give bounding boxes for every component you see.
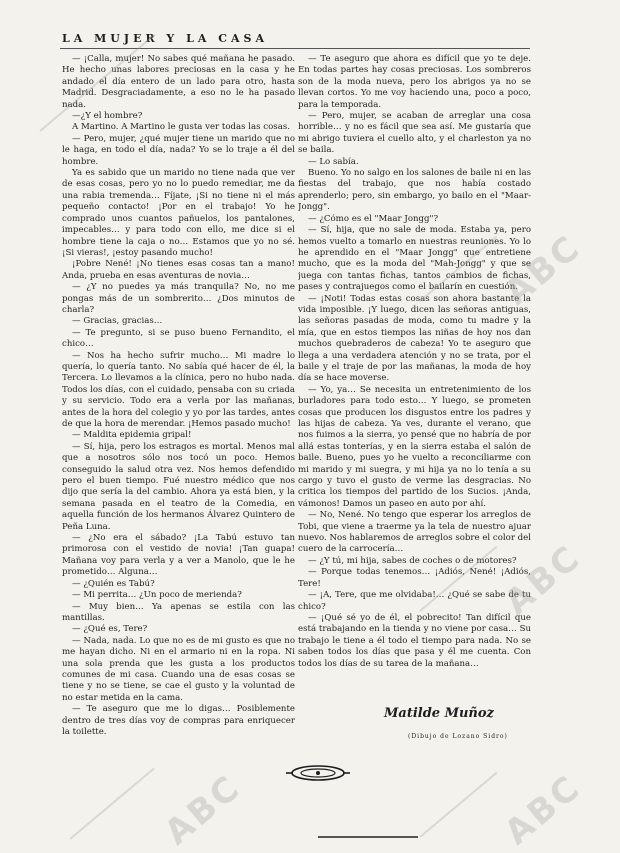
paragraph: — Te aseguro que ahora es difícil que yo te deje. En todas partes hay cosas preciosas. Los sombreros son de la moda nueva, pero los abrigos ya no se llevan cortos. Yo me voy haciendo una, poco a poco, para la temporada.	[298, 54, 531, 110]
paragraph: — Sí, hija, que no sale de moda. Estaba ya, pero hemos vuelto a tomarlo en nuestras reuniones. Yo lo he aprendido en el "Maar Jongg" que entretiene mucho, que es la moda del "Mah-Jongg" y que se juega con tantas fichas, tantos cambios de fichas, pases y contrajuegos como el bailarín en cuestión.	[298, 225, 531, 293]
paragraph: — ¿Y no puedes ya más tranquila? No, no me pongas más de un sombrerito… ¿Dos minutos de charla?	[62, 282, 295, 315]
paragraph: ¡Pobre Nené! ¡No tienes esas cosas tan a mano! Anda, prueba en esas aventuras de novia…	[62, 259, 295, 281]
paragraph: — ¿Quién es Tabú?	[72, 578, 155, 589]
paragraph: — Maldita epidemia gripal!	[72, 430, 192, 441]
paragraph: — ¿Qué es, Tere?	[72, 624, 148, 635]
paragraph: — ¡A, Tere, que me olvidaba!… ¿Qué se sabe de tu chico?	[298, 590, 531, 612]
watermark-abc: ABC	[157, 766, 249, 853]
watermark-abc: ABC	[497, 536, 589, 624]
paragraph: — ¡Qué sé yo de él, el pobrecito! Tan difícil que está trabajando en la tienda y no viene por casa… Su trabajo le tiene a él todo el tiempo para nada. No se saben todos los días que pasa y él me cuenta. Con todos los días de su tarea de la mañana…	[298, 612, 531, 669]
paragraph: — Pero, mujer, se acaban de arreglar una cosa horrible… y no es fácil que sea así. Me gustaría que mi abrigo tuviera el cuello alto, y el charleston ya no se baila.	[298, 111, 531, 156]
watermark-abc: ABC	[497, 766, 589, 853]
drawing-credit: (Dibujo de Lozano Sidro)	[408, 733, 508, 740]
paragraph: — Nos ha hecho sufrir mucho… Mi madre lo quería, lo quería tanto. No sabía qué hacer de él, la Tercera. Lo llevamos a la clínica, pero no hubo nada. Todos los días, con el cuidado, pensaba con su criada y su servicio. Todo era a verla por las mañanas, antes de la hora del colegio y yo por las tardes, antes de que la hora de merendar. ¡Hemos pasado mucho!	[62, 350, 295, 429]
right-column	[298, 54, 531, 714]
paragraph: A Martino. A Martino le gusta ver todas las cosas.	[72, 122, 290, 133]
left-column	[62, 54, 295, 786]
paragraph: — ¿No era el sábado? ¡La Tabú estuvo tan primorosa con el vestido de novia! ¡Tan guapa! Mañana voy para verla y a ver a Manolo, que le he prometido… Alguna…	[62, 533, 295, 578]
paragraph: — Gracias, gracias…	[72, 316, 163, 327]
paragraph: —¿Y el hombre?	[72, 111, 143, 122]
paragraph: Ya es sabido que un marido no tiene nada que ver de esas cosas, pero yo no lo puedo remediar, me da una rabia tremenda… Fíjate, ¡Si no tiene ni el más pequeño contacto! ¡Por en el trabajo! Yo he comprado unos cuantos pañuelos, los pantalones, impecables… y para todo con ello, me dice si el hombre tiene la caja o no… Estamos que yo no sé. ¡Si vieras!, ¡estoy pasando mucho!	[62, 168, 295, 258]
paragraph: — Te pregunto, si se puso bueno Fernandito, el chico…	[62, 327, 295, 350]
bottom-rule	[318, 836, 418, 838]
paragraph: — ¡Calla, mujer! No sabes qué mañana he pasado. He hecho unas labores preciosas en la casa y he andado el día entero de un lado para otro, hasta Madrid. Desgraciadamente, a eso no le ha pasado nada.	[62, 54, 295, 110]
paragraph: — ¿Cómo es el "Maar Jongg"?	[308, 213, 439, 224]
paragraph: — Mi perrita… ¿Un poco de merienda?	[72, 590, 242, 601]
paragraph: — Yo, ya… Se necesita un entretenimiento de los burladores para todo esto… Y luego, se prometen cosas que producen los disgustos entre los padres y las hijas de cabeza. Ya ves, durante el verano, que nos fuimos a la sierra, yo pensé que no habría de por allá estas tonterías, y en la sierra estaba el salón de baile. Bueno, pues yo he vuelto a reconciliarme con mi marido y mi suegra, y mi hija ya no lo tenía a su cargo y tuvo el gusto de verme las desgracias. No critica los tiempos del partido de los Sucios. ¡Anda, vámonos! Damos un paseo en auto por ahí.	[298, 384, 531, 509]
paragraph: — ¿Y tú, mi hija, sabes de coches o de motores?	[308, 555, 517, 566]
watermark-line	[419, 772, 497, 838]
ornament-icon	[286, 762, 350, 784]
paragraph: — Nada, nada. Lo que no es de mi gusto es que no me hayan dicho. Ni en el armario ni en la ropa. Ni una sola prenda que les gusta a los productos comunes de mi casa. Cuando una de esas cosas se tiene y no se tiene, se cae el gusto y la voluntad de no estar metida en la cama.	[62, 635, 295, 703]
paragraph: — Te aseguro que me lo digas… Posiblemente dentro de tres días voy de compras para enriquecer la toilette.	[62, 704, 295, 737]
paragraph: — No, Nené. No tengo que esperar los arreglos de Tobi, que viene a traerme ya la tela de nuestro ajuar nuevo. Nos hablaremos de arreglos sobre el color del cuero de la carrocería…	[298, 510, 531, 555]
paragraph: — Porque todas tenemos… ¡Adiós, Nené! ¡Adiós, Tere!	[298, 567, 531, 589]
paragraph: — Muy bien… Ya apenas se estila con las mantillas.	[62, 601, 295, 623]
paragraph: — Pero, mujer, ¿qué mujer tiene un marido que no le haga, en todo el día, nada? Yo se lo traje a él del hombre.	[62, 133, 295, 167]
running-head: LA MUJER Y LA CASA	[62, 32, 268, 45]
watermark-abc: ABC	[497, 226, 589, 314]
paragraph: Bueno. Yo no salgo en los salones de baile ni en las fiestas del trabajo, que nos había costado aprenderlo; pero, sin embargo, yo bailo en el "Maar-Jongg".	[298, 168, 531, 213]
author-signature: Matilde Muñoz	[384, 706, 494, 721]
header-rule	[60, 48, 530, 49]
paragraph: — Lo sabía.	[308, 156, 359, 167]
paragraph: — ¡Noti! Todas estas cosas son ahora bastante la vida imposible. ¡Y luego, dicen las señoras antiguas, las señoras pasadas de moda, como tu madre y la mía, que en estos tiempos las niñas de hoy nos dan muchos quebraderos de cabeza! Yo te aseguro que llega a una verdadera atención y no se trata, por el baile y el traje de por las mañanas, la moda de hoy día se hace moverse.	[298, 293, 531, 384]
paragraph: — Sí, hija, pero los estragos es mortal. Menos mal que a nosotros sólo nos tocó un poco. Hemos conseguido la salud otra vez. Nos hemos defendido pero el buen tiempo. Fué nuestro médico que nos dijo que sería la del cambio. Ahora ya está bien, y la semana pasada en el teatro de la Comedia, en aquella función de los hermanos Álvarez Quintero de Peña Luna.	[62, 441, 295, 532]
